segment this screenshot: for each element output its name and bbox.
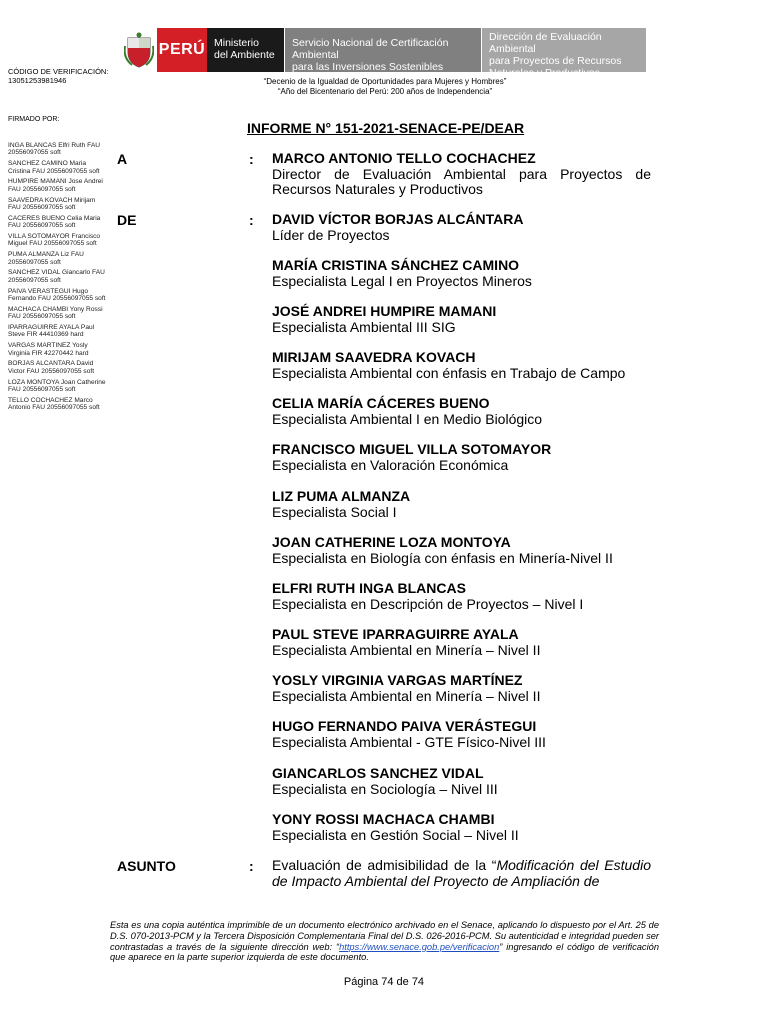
verification-label: CÓDIGO DE VERIFICACIÓN:: [8, 67, 109, 76]
sender-role: Especialista en Gestión Social – Nivel II: [272, 826, 519, 843]
to-colon: :: [249, 151, 254, 167]
dear-line-2: para Proyectos de Recursos: [489, 55, 622, 67]
dear-line-3: Naturales y Productivos: [489, 67, 600, 79]
sender-name: LIZ PUMA ALMANZA: [272, 488, 411, 504]
sender-role: Especialista Legal I en Proyectos Mineros: [272, 272, 532, 289]
sender-role: Especialista en Valoración Económica: [272, 456, 509, 473]
verification-code: [8, 67, 108, 85]
sender-role: Especialista Ambiental III SIG: [272, 318, 456, 335]
signature-item: VARGAS MARTINEZ Yosly Virginia FIR 42270442 hard: [8, 342, 89, 357]
signature-item: MACHACA CHAMBI Yony Rossi FAU 20556097055 soft: [8, 305, 103, 321]
sender: [272, 627, 651, 658]
signature-item: BORJAS ALCANTARA David Victor FAU 20556097055 soft: [8, 360, 95, 375]
subject-colon: :: [249, 858, 254, 874]
subject-text-italic: Modificación del Estudio de Impacto Ambiental del Proyecto de Ampliación de: [272, 857, 651, 889]
sender-name: JOAN CATHERINE LOZA MONTOYA: [272, 534, 511, 550]
decenio-heading: [190, 77, 580, 96]
sender-role: Especialista Ambiental - GTE Físico-Nivel III: [272, 733, 546, 750]
sender: [272, 396, 651, 427]
ministerio-line-1: Ministerio: [214, 37, 259, 49]
recipient: [272, 151, 651, 198]
sender-name: YOSLY VIRGINIA VARGAS MARTÍNEZ: [272, 672, 523, 688]
sender-name: ELFRI RUTH INGA BLANCAS: [272, 580, 466, 596]
subject-text: [272, 858, 651, 889]
subject-label: ASUNTO: [117, 858, 176, 874]
sender-name: CELIA MARÍA CÁCERES BUENO: [272, 395, 490, 411]
sender-role: Especialista Ambiental I en Medio Biológico: [272, 410, 543, 427]
signature-item: LOZA MONTOYA Joan Catherine FAU 20556097055 soft: [8, 378, 106, 394]
dear-line-1: Dirección de Evaluación Ambiental: [489, 31, 602, 55]
authenticity-note-text-1: Esta es una copia auténtica imprimible de un documento electrónico archivado en el Senace, aplicando lo dispuesto por el Art. 25 de D.S. 070-2013-PCM y la Tercera Disposición Complementaria Final del D.S. 026-2016-PCM. Su autenticidad e integridad pueden ser contrastadas a través de la siguiente dirección web: “: [110, 920, 659, 952]
sender-name: PAUL STEVE IPARRAGUIRRE AYALA: [272, 626, 519, 642]
peru-brand: PERÚ: [157, 28, 207, 72]
decenio-line-1: “Decenio de la Igualdad de Oportunidades para Mujeres y Hombres”: [263, 77, 507, 86]
sender: [272, 535, 651, 566]
recipient-name: MARCO ANTONIO TELLO COCHACHEZ: [272, 150, 536, 166]
signature-item: SANCHEZ CAMINO Maria Cristina FAU 20556097055 soft: [8, 160, 100, 175]
senace-block: [284, 28, 481, 72]
peru-coat-of-arms-icon: [121, 28, 157, 72]
sender: [272, 673, 651, 704]
document-title: INFORME N° 151-2021-SENACE-PE/DEAR: [247, 120, 525, 136]
signature-item: TELLO COCHACHEZ Marco Antonio FAU 20556097055 soft: [8, 396, 100, 412]
sender: [272, 719, 651, 750]
verification-value: 13051253981946: [8, 76, 67, 85]
sender-name: HUGO FERNANDO PAIVA VERÁSTEGUI: [272, 718, 537, 734]
sender-name: MIRIJAM SAAVEDRA KOVACH: [272, 349, 476, 365]
authenticity-note: [110, 920, 659, 963]
sender: [272, 212, 651, 243]
signature-item: VILLA SOTOMAYOR Francisco Miguel FAU 20556097055 soft: [8, 233, 101, 248]
sender-role: Especialista Ambiental en Minería – Nivel II: [272, 687, 541, 704]
dear-block: [481, 28, 646, 79]
sender-role: Especialista Social I: [272, 503, 397, 520]
from-label: DE: [117, 212, 137, 228]
sender: [272, 304, 651, 335]
signature-item: CACERES BUENO Celia Maria FAU 20556097055 soft: [8, 214, 101, 230]
sender-role: Especialista en Sociología – Nivel III: [272, 780, 498, 797]
sender: [272, 489, 651, 520]
signature-item: PAIVA VERASTEGUI Hugo Fernando FAU 20556097055 soft: [8, 287, 106, 303]
ministerio-block: [207, 28, 284, 72]
recipient-role: Director de Evaluación Ambiental para Proyectos de Recursos Naturales y Productivos: [272, 165, 651, 198]
sender: [272, 350, 651, 381]
signature-item: HUMPIRE MAMANI Jose Andrei FAU 20556097055 soft: [8, 178, 103, 193]
subject-text-plain: Evaluación de admisibilidad de la “: [272, 857, 497, 873]
senace-line-2: para las Inversiones Sostenibles: [292, 61, 444, 73]
signatures-title: FIRMADO POR:: [8, 116, 60, 123]
authenticity-note-text-2: ” ingresando el código de verificación que aparece en la parte superior izquierda de este documento.: [110, 941, 659, 963]
sender: [272, 581, 651, 612]
ministerio-line-2: del Ambiente: [214, 49, 275, 61]
sender-role: Especialista en Descripción de Proyectos – Nivel I: [272, 595, 584, 612]
signature-item: SAAVEDRA KOVACH Mirijam FAU 20556097055 soft: [8, 196, 96, 212]
signature-item: INGA BLANCAS Elfri Ruth FAU 20556097055 soft: [8, 142, 100, 157]
sender-role: Líder de Proyectos: [272, 226, 390, 243]
sender: [272, 812, 651, 843]
sender: [272, 258, 651, 289]
sender-name: MARÍA CRISTINA SÁNCHEZ CAMINO: [272, 257, 520, 273]
sender-role: Especialista en Biología con énfasis en Minería-Nivel II: [272, 549, 613, 566]
decenio-line-2: “Año del Bicentenario del Perú: 200 años de Independencia”: [277, 86, 493, 96]
institution-header: [121, 28, 646, 79]
page-number: Página 74 de 74: [343, 976, 425, 988]
sender-name: JOSÉ ANDREI HUMPIRE MAMANI: [272, 303, 497, 319]
sender-role: Especialista Ambiental con énfasis en Trabajo de Campo: [272, 364, 626, 381]
signature-item: PUMA ALMANZA Liz FAU 20556097055 soft: [8, 251, 84, 266]
verification-link[interactable]: https://www.senace.gob.pe/verificacion: [339, 941, 500, 952]
signatures-list: [8, 142, 108, 415]
from-colon: :: [249, 212, 254, 228]
sender-name: DAVID VÍCTOR BORJAS ALCÁNTARA: [272, 211, 524, 227]
sender: [272, 442, 651, 473]
senace-line-1: Servicio Nacional de Certificación Ambiental: [292, 37, 449, 61]
sender-name: FRANCISCO MIGUEL VILLA SOTOMAYOR: [272, 441, 552, 457]
sender-name: YONY ROSSI MACHACA CHAMBI: [272, 811, 495, 827]
sender-role: Especialista Ambiental en Minería – Nivel II: [272, 641, 541, 658]
signature-item: SANCHEZ VIDAL Giancarlo FAU 20556097055 soft: [8, 269, 105, 284]
signature-item: IPARRAGUIRRE AYALA Paul Steve FIR 44410369 hard: [8, 324, 95, 339]
sender-name: GIANCARLOS SANCHEZ VIDAL: [272, 765, 484, 781]
to-label: A: [117, 151, 128, 167]
sender: [272, 766, 651, 797]
